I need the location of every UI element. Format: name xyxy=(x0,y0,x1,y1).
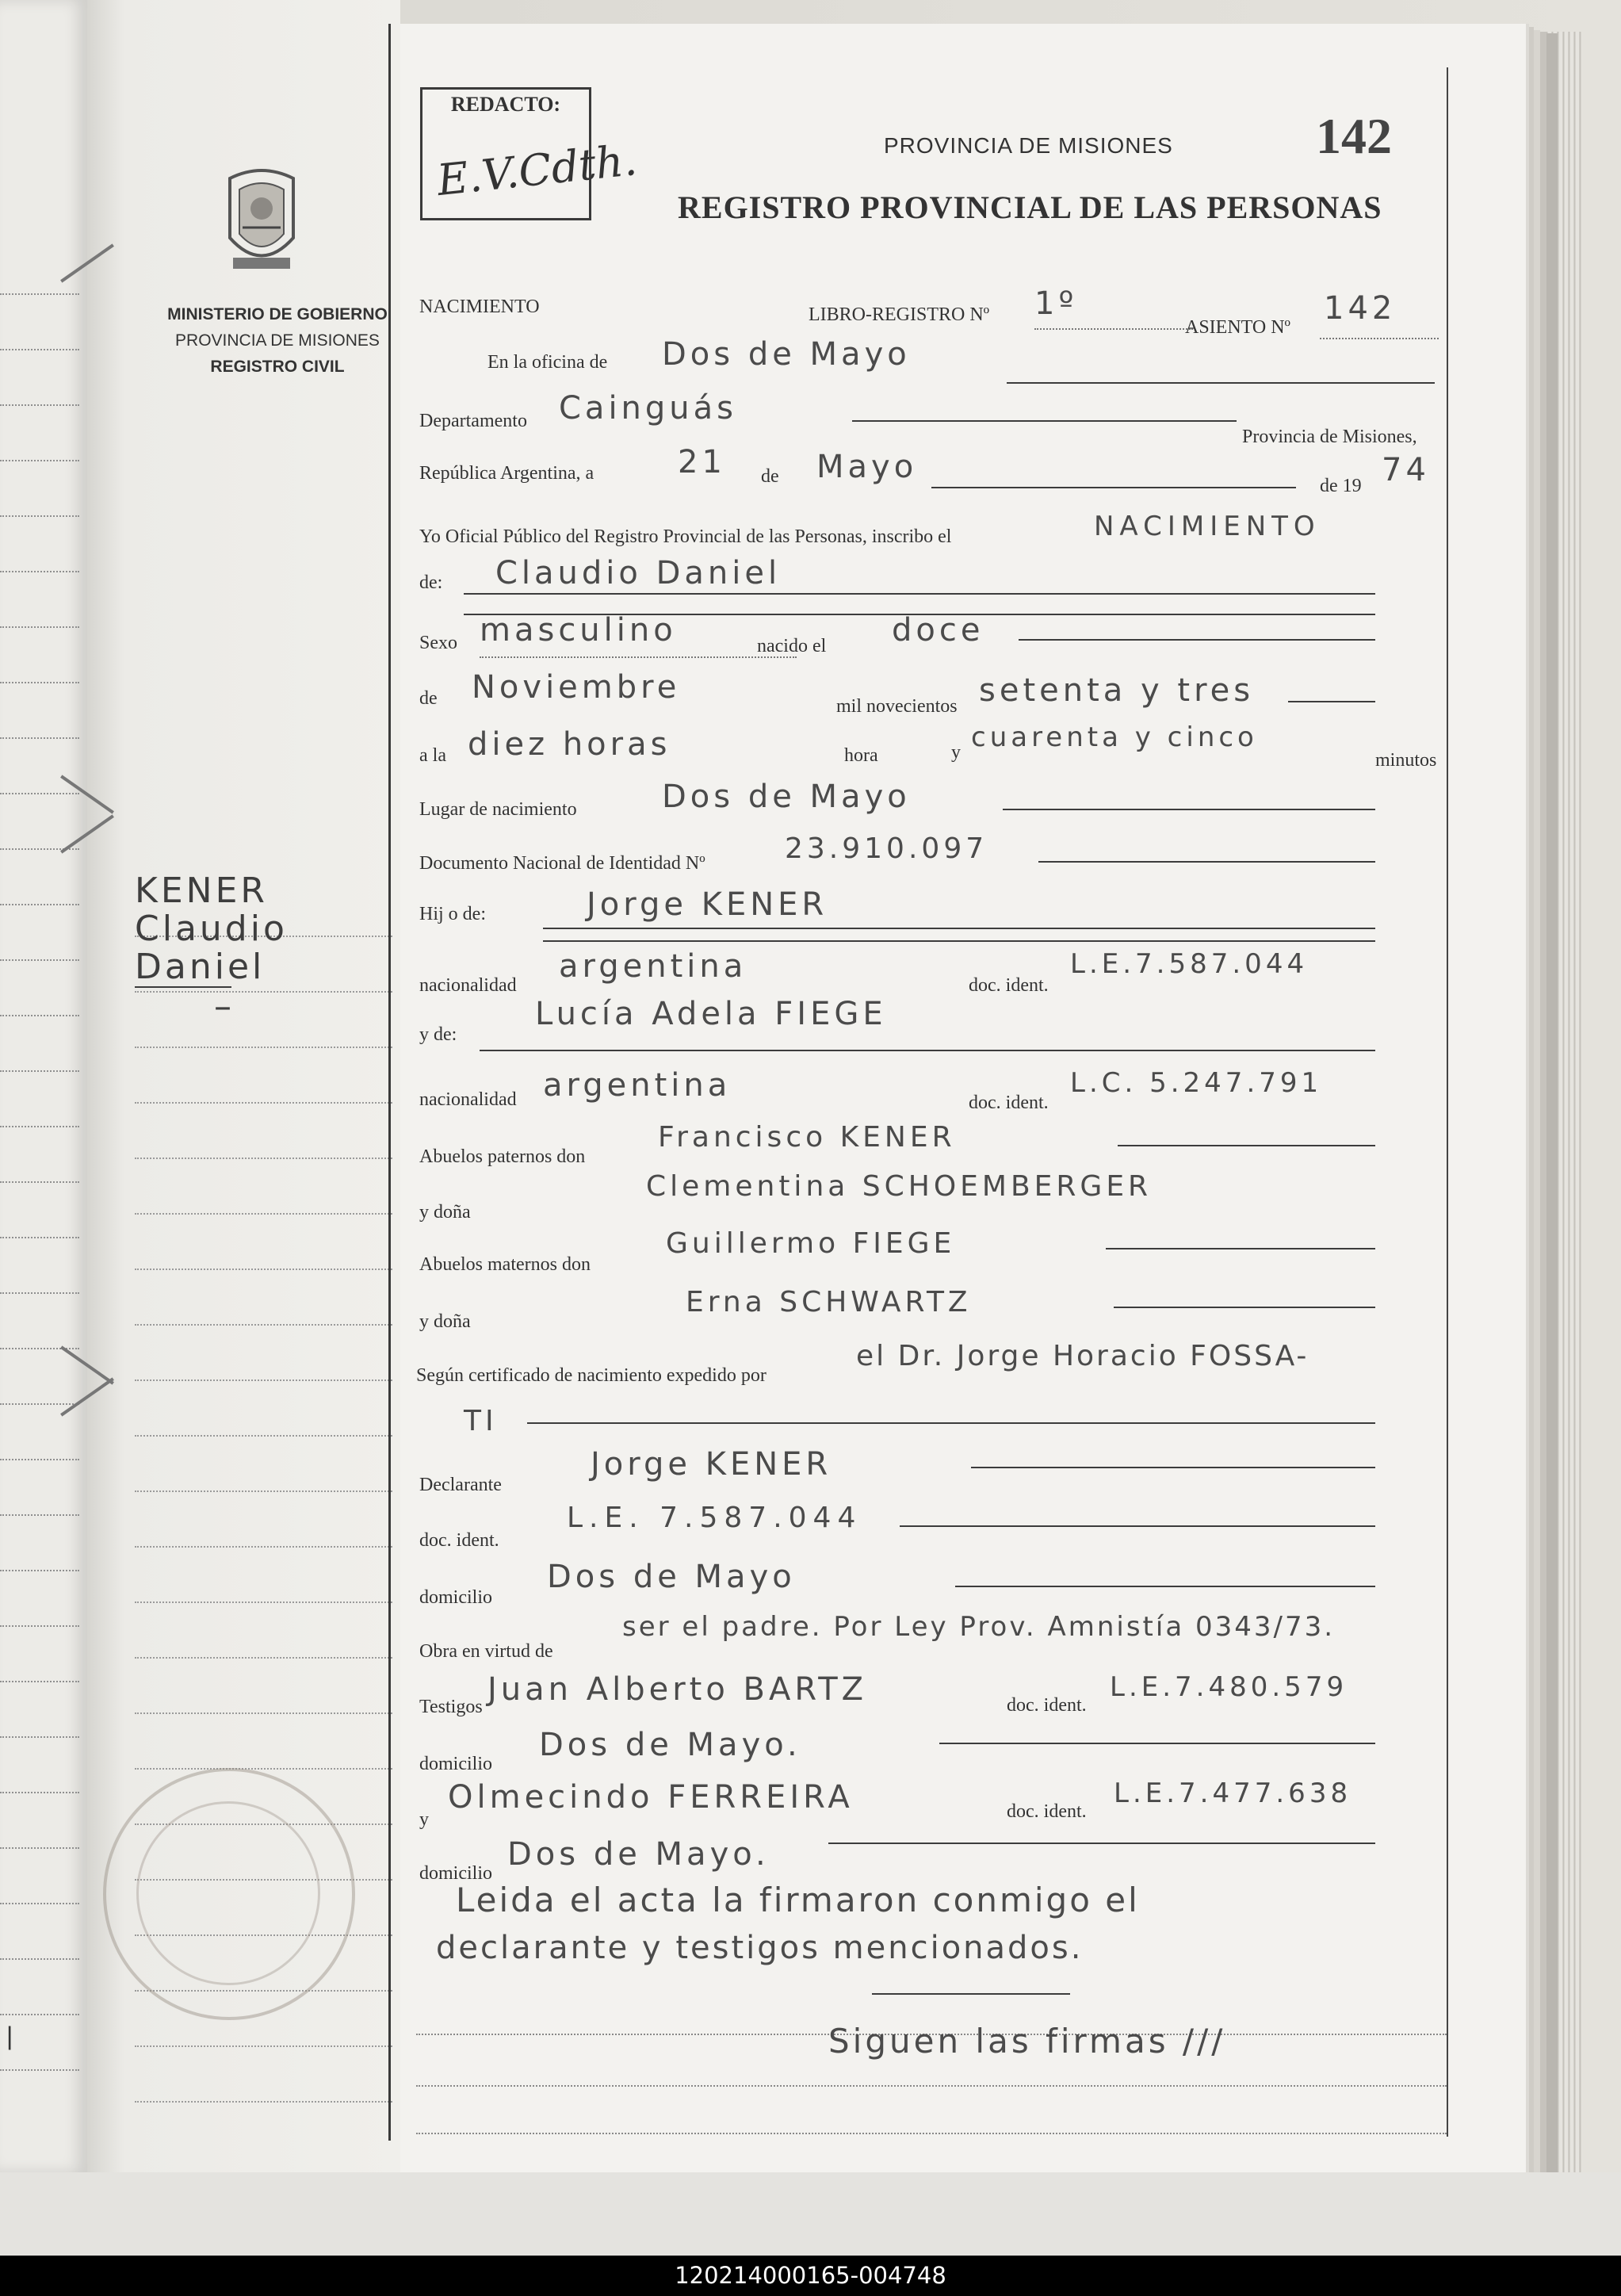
inscribo-value: NACIMIENTO xyxy=(1094,511,1321,542)
yde-label: y de: xyxy=(419,1024,457,1045)
page-mark: | xyxy=(6,2022,13,2050)
ruled-line xyxy=(0,293,79,295)
declarante-doc: L.E. 7.587.044 xyxy=(567,1502,862,1534)
binding-rule xyxy=(388,24,391,2141)
testigo-2-dom-dash xyxy=(828,1843,1375,1844)
padre-value: Jorge KENER xyxy=(587,886,828,923)
libro-line xyxy=(1034,328,1193,330)
ministry-line-2: PROVINCIA DE MISIONES xyxy=(175,331,380,350)
ruled-line xyxy=(0,2014,79,2015)
ruled-line xyxy=(135,1435,392,1437)
obra-value: ser el padre. Por Ley Prov. Amnistía 0343/73. xyxy=(622,1611,1336,1643)
madre-doc: L.C. 5.247.791 xyxy=(1070,1067,1323,1099)
declarante-label: Declarante xyxy=(419,1475,502,1495)
ruled-line xyxy=(0,1292,79,1294)
ruled-line xyxy=(135,1324,392,1326)
redacto-signature: E.V.Cdth. xyxy=(434,134,640,206)
asiento-line xyxy=(1320,338,1439,339)
ruled-line xyxy=(0,1625,79,1627)
ruled-line xyxy=(0,1570,79,1571)
padre-dash xyxy=(543,928,1375,929)
row-testigo-1 xyxy=(416,1673,1447,1728)
ab-mat-dona-label: y doña xyxy=(419,1311,471,1332)
margin-dash xyxy=(135,986,231,988)
oficina-label: En la oficina de xyxy=(487,352,608,373)
madre-underline xyxy=(480,1050,1375,1051)
inscribo-label: Yo Oficial Público del Registro Provincial de las Personas, inscribo el xyxy=(419,526,952,547)
oficina-dash xyxy=(1007,382,1435,384)
ruled-line xyxy=(0,1015,79,1016)
row-padre xyxy=(416,888,1447,943)
padre-underline xyxy=(543,940,1375,942)
ruled-line xyxy=(0,515,79,517)
row-declarante xyxy=(416,1446,1447,1506)
row-madre-nac xyxy=(416,1067,1447,1126)
fecha-mes: Mayo xyxy=(816,449,918,485)
ruled-line xyxy=(135,1768,392,1770)
de-year-label: de 19 xyxy=(1320,476,1362,496)
ruled-line xyxy=(0,737,79,739)
nacimiento-label: NACIMIENTO xyxy=(419,297,540,317)
ruled-line xyxy=(0,1237,79,1238)
de-mes-label: de xyxy=(419,688,438,709)
republica-label: República Argentina, a xyxy=(419,463,594,484)
row-testigo-1-domicilio xyxy=(416,1728,1447,1784)
ruled-line xyxy=(0,1126,79,1127)
row-madre xyxy=(416,996,1447,1054)
right-margin-rule xyxy=(1447,67,1448,2137)
ruled-line xyxy=(0,349,79,350)
ruled-line xyxy=(135,1712,392,1714)
segun-dash xyxy=(527,1422,1375,1424)
obra-label: Obra en virtud de xyxy=(419,1641,553,1662)
testigo-1-dom-dash xyxy=(939,1743,1375,1744)
y-label: y xyxy=(951,742,961,763)
ruled-line xyxy=(0,793,79,794)
ruled-line xyxy=(135,1601,392,1603)
padre-doc: L.E.7.587.044 xyxy=(1070,948,1309,980)
row-nombre xyxy=(416,555,1447,610)
ala-label: a la xyxy=(419,745,446,766)
ruled-line xyxy=(135,1657,392,1659)
mil-label: mil novecientos xyxy=(836,696,958,717)
hora-label: hora xyxy=(844,745,878,766)
padre-nac-label: nacionalidad xyxy=(419,975,517,996)
ruled-line xyxy=(0,682,79,683)
ab-pat-don: Francisco KENER xyxy=(658,1121,956,1154)
testigo-1-name: Juan Alberto BARTZ xyxy=(487,1671,868,1708)
testigo-1-doc: L.E.7.480.579 xyxy=(1110,1671,1348,1703)
ruled-line xyxy=(0,904,79,905)
lugar-label: Lugar de nacimiento xyxy=(419,799,577,820)
padre-nacionalidad: argentina xyxy=(559,948,747,985)
de-colon-label: de: xyxy=(419,572,443,593)
redacto-box xyxy=(420,87,640,220)
row-abuelos-maternos xyxy=(416,1227,1447,1292)
sexo-line xyxy=(480,656,797,658)
segun-label: Según certificado de nacimiento expedido por xyxy=(416,1365,767,1386)
testigo-2-dom-label: domicilio xyxy=(419,1863,492,1884)
ruled-line xyxy=(135,1490,392,1492)
row-declarante-doc xyxy=(416,1502,1447,1562)
ab-mat-dona: Erna SCHWARTZ xyxy=(686,1286,972,1318)
ab-mat-dona-dash xyxy=(1114,1307,1375,1308)
nacido-mes: Noviembre xyxy=(472,669,681,706)
doc-ident-label: doc. ident. xyxy=(419,1530,499,1551)
madre-nac-label: nacionalidad xyxy=(419,1089,517,1110)
provincial-crest-icon xyxy=(214,163,309,281)
row-declarante-domicilio xyxy=(416,1559,1447,1617)
testigo-1-domicilio: Dos de Mayo. xyxy=(539,1727,801,1763)
ruled-line xyxy=(0,1681,79,1682)
siguen-firmas: Siguen las firmas /// xyxy=(828,2022,1226,2061)
row-fecha xyxy=(416,444,1447,507)
anio-dash xyxy=(1288,701,1375,702)
declarante-dom-dash xyxy=(955,1586,1375,1587)
folio-number: 142 xyxy=(1316,108,1392,164)
previous-page-edge xyxy=(0,0,89,2172)
ruled-line xyxy=(0,1181,79,1183)
fecha-anio: 74 xyxy=(1382,452,1430,488)
hora-value: diez horas xyxy=(468,726,671,763)
nacido-label: nacido el xyxy=(757,636,827,656)
registry-stamp xyxy=(103,1768,355,2020)
ab-pat-dona-label: y doña xyxy=(419,1202,471,1223)
declarante-dash xyxy=(971,1467,1375,1468)
ruled-line xyxy=(0,1070,79,1072)
ruled-line xyxy=(135,991,392,993)
ruled-line xyxy=(0,1903,79,1904)
cierre-dash xyxy=(872,1993,1070,1995)
declarante-domicilio: Dos de Mayo xyxy=(547,1559,796,1595)
ruled-line xyxy=(135,1546,392,1548)
ruled-line xyxy=(135,1269,392,1270)
ruled-line xyxy=(135,1102,392,1104)
domicilio-label: domicilio xyxy=(419,1587,492,1608)
oficina-value: Dos de Mayo xyxy=(662,336,911,373)
row-siguen xyxy=(416,2014,1447,2069)
minutos-label: minutos xyxy=(1375,750,1437,771)
ruled-line xyxy=(0,1847,79,1849)
ruled-line xyxy=(0,1736,79,1738)
y-testigo-label: y xyxy=(419,1809,429,1830)
ruled-line xyxy=(0,571,79,572)
ab-pat-dona: Clementina SCHOEMBERGER xyxy=(646,1170,1153,1203)
segun-value-cont: TI xyxy=(464,1405,498,1437)
dni-dash xyxy=(1038,861,1375,863)
segun-value: el Dr. Jorge Horacio FOSSA- xyxy=(856,1340,1309,1372)
de-label: de xyxy=(761,466,779,487)
departamento-label: Departamento xyxy=(419,411,527,431)
ruled-line xyxy=(135,2101,392,2103)
lugar-value: Dos de Mayo xyxy=(662,779,911,815)
row-nacido-mes xyxy=(416,669,1447,729)
departamento-value: Cainguás xyxy=(559,390,737,427)
testigo-1-dom-label: domicilio xyxy=(419,1754,492,1774)
province-heading: PROVINCIA DE MISIONES xyxy=(884,133,1173,158)
ruled-line xyxy=(135,2045,392,2047)
libro-value: 1º xyxy=(1034,285,1078,322)
minutos-value: cuarenta y cinco xyxy=(971,721,1258,753)
ruled-line xyxy=(0,1459,79,1460)
asiento-value: 142 xyxy=(1324,290,1397,327)
row-segun xyxy=(416,1340,1447,1403)
ab-pat-dash xyxy=(1118,1145,1375,1146)
declarante-doc-dash xyxy=(900,1525,1375,1527)
testigo-2-name: Olmecindo FERREIRA xyxy=(448,1779,854,1816)
testigo-2-doc: L.E.7.477.638 xyxy=(1114,1777,1352,1809)
row-cierre-2 xyxy=(416,1930,1447,1990)
ab-mat-label: Abuelos maternos don xyxy=(419,1254,591,1275)
sexo-value: masculino xyxy=(480,612,677,649)
registry-title: REGISTRO PROVINCIAL DE LAS PERSONAS xyxy=(678,189,1382,225)
ruled-line xyxy=(0,626,79,628)
nacido-dia: doce xyxy=(892,612,984,649)
madre-nacionalidad: argentina xyxy=(543,1067,732,1104)
ruled-line xyxy=(0,460,79,461)
redacto-label: REDACTO: xyxy=(450,93,561,116)
bottom-margin xyxy=(0,2172,1621,2256)
ab-pat-label: Abuelos paternos don xyxy=(419,1146,586,1167)
cierre-line-1: Leida el acta la firmaron conmigo el xyxy=(456,1881,1140,1919)
ab-mat-don: Guillermo FIEGE xyxy=(666,1227,956,1260)
ruled-line xyxy=(0,959,79,961)
ruled-line xyxy=(135,1158,392,1159)
cierre-line-2: declarante y testigos mencionados. xyxy=(436,1930,1084,1966)
row-obra xyxy=(416,1611,1447,1673)
nacido-anio: setenta y tres xyxy=(979,672,1255,709)
margin-surname: KENER xyxy=(135,871,268,911)
ruled-line xyxy=(0,2069,79,2071)
testigos-label: Testigos xyxy=(419,1697,483,1717)
hijo-label: Hij o de: xyxy=(419,904,486,924)
margin-given-name-1: Claudio xyxy=(135,909,288,949)
page-stack-edges xyxy=(1526,32,1581,2172)
row-testigo-2 xyxy=(416,1777,1447,1839)
testigo-2-docident-label: doc. ident. xyxy=(1007,1801,1087,1822)
fecha-dash xyxy=(931,487,1296,488)
madre-value: Lucía Adela FIEGE xyxy=(535,996,887,1032)
libro-label: LIBRO-REGISTRO Nº xyxy=(809,304,990,325)
nacido-dash xyxy=(1019,639,1375,641)
row-sexo xyxy=(416,612,1447,674)
dni-value: 23.910.097 xyxy=(785,832,988,865)
declarante-value: Jorge KENER xyxy=(591,1446,832,1483)
ruled-line xyxy=(0,404,79,406)
testigo-1-docident-label: doc. ident. xyxy=(1007,1695,1087,1716)
scan-id-footer: 120214000165-004748 xyxy=(0,2256,1621,2296)
madre-docident-label: doc. ident. xyxy=(969,1093,1049,1113)
ruled-line xyxy=(135,1047,392,1048)
dni-label: Documento Nacional de Identidad Nº xyxy=(419,853,705,874)
asiento-label: ASIENTO Nº xyxy=(1185,317,1290,338)
signature-line xyxy=(416,2133,1447,2134)
padre-docident-label: doc. ident. xyxy=(969,975,1049,996)
ruled-line xyxy=(0,1792,79,1793)
provincia-label: Provincia de Misiones, xyxy=(1242,427,1417,447)
nombre-value: Claudio Daniel xyxy=(495,555,782,591)
ruled-line xyxy=(0,1403,79,1405)
sexo-label: Sexo xyxy=(419,633,457,653)
row-departamento xyxy=(416,390,1447,452)
ruled-line xyxy=(0,1514,79,1516)
ministry-line-3: REGISTRO CIVIL xyxy=(210,358,345,376)
margin-annotation xyxy=(135,872,288,986)
testigo-2-domicilio: Dos de Mayo. xyxy=(507,1836,770,1873)
nombre-dash xyxy=(464,593,1375,595)
ministry-line-1: MINISTERIO DE GOBIERNO xyxy=(167,305,388,323)
lugar-dash xyxy=(1003,809,1375,810)
ruled-line xyxy=(135,1380,392,1381)
departamento-dash xyxy=(852,420,1237,422)
signature-line xyxy=(416,2085,1447,2087)
ab-mat-dash xyxy=(1106,1248,1375,1249)
fecha-dia: 21 xyxy=(678,444,726,480)
ruled-line xyxy=(0,1958,79,1960)
ruled-line xyxy=(135,1213,392,1215)
row-hora xyxy=(416,721,1447,785)
row-oficina xyxy=(416,336,1447,396)
margin-given-name-2: Daniel xyxy=(135,947,266,987)
